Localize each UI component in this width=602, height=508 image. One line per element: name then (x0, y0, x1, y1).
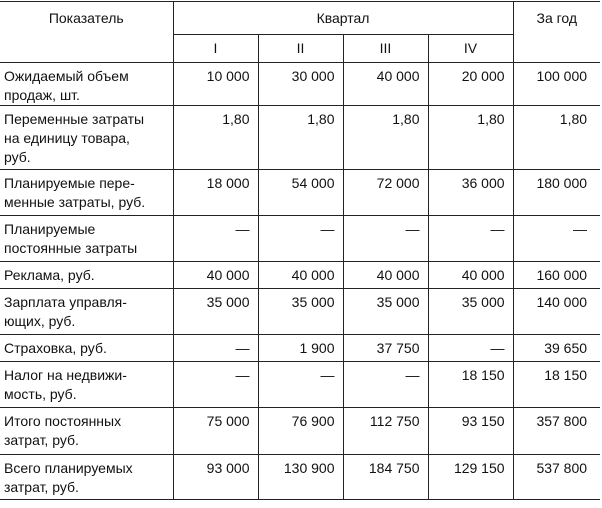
q1-value: — (173, 335, 258, 362)
row-label-line: затрат, руб. (4, 432, 79, 448)
row-label-line: Всего планируемых (4, 460, 133, 476)
q1-value: 35 000 (173, 289, 258, 335)
row-label-line: мость, руб. (4, 386, 77, 402)
table-row (0, 335, 600, 362)
table-row (0, 106, 600, 170)
year-value: 180 000 (536, 175, 588, 191)
header-quarter-3: III (343, 35, 428, 63)
row-label-line: менные затраты, руб. (4, 194, 146, 210)
year-value: 39 650 (544, 340, 588, 356)
table-row (0, 408, 600, 455)
row-label-line: Итого постоянных (4, 413, 122, 429)
q1-value: — (173, 216, 258, 262)
q4-value: — (428, 216, 513, 262)
row-label-line: Страховка, руб. (4, 340, 107, 356)
row-label (0, 362, 173, 408)
q3-value: 40 000 (343, 63, 428, 106)
q4-value: 93 150 (428, 408, 513, 455)
table-row (0, 63, 600, 106)
row-label (0, 335, 173, 362)
row-label-line: затрат, руб. (4, 479, 79, 495)
q4-value: 35 000 (428, 289, 513, 335)
q4-value: 129 150 (428, 455, 513, 500)
row-label (0, 170, 173, 216)
row-label-line: ющих, руб. (4, 313, 76, 329)
q2-value: 130 900 (258, 455, 343, 500)
row-label-line: Ожидаемый объем (4, 68, 129, 84)
year-value: 537 800 (536, 460, 588, 476)
header-row (0, 2, 600, 35)
q3-value: 112 750 (343, 408, 428, 455)
row-label-line: Планируемые (4, 221, 96, 237)
row-label (0, 289, 173, 335)
row-label-line: продаж, шт. (4, 87, 80, 103)
q1-value: 10 000 (173, 63, 258, 106)
header-year: За год (536, 10, 578, 26)
q4-value: 36 000 (428, 170, 513, 216)
row-label-line: руб. (4, 149, 31, 165)
year-value: 160 000 (536, 267, 588, 283)
row-label-line: Переменные затраты (4, 111, 145, 127)
table-row (0, 289, 600, 335)
row-label (0, 63, 173, 106)
year-value: — (573, 221, 588, 237)
row-label-line: Зарплата управля- (4, 294, 127, 310)
q1-value: 40 000 (173, 262, 258, 289)
year-value: 357 800 (536, 413, 588, 429)
q4-value: 1,80 (428, 106, 513, 170)
row-label (0, 262, 173, 289)
q1-value: 93 000 (173, 455, 258, 500)
row-label-line: на единицу товара, (4, 130, 130, 146)
row-label-line: Реклама, руб. (4, 267, 95, 283)
q2-value: 54 000 (258, 170, 343, 216)
q3-value: 40 000 (343, 262, 428, 289)
row-label-line: Планируемые пере- (4, 175, 135, 191)
row-label (0, 408, 173, 455)
q1-value: 1,80 (173, 106, 258, 170)
q1-value: 18 000 (173, 170, 258, 216)
q3-value: 1,80 (343, 106, 428, 170)
year-value: 140 000 (536, 294, 588, 310)
year-value: 1,80 (559, 111, 588, 127)
year-value: 18 150 (544, 367, 588, 383)
row-label-line: постоянные затраты (4, 240, 138, 256)
q4-value: 40 000 (428, 262, 513, 289)
budget-table (0, 1, 600, 500)
table-row (0, 170, 600, 216)
q4-value: — (428, 335, 513, 362)
q2-value: 1,80 (258, 106, 343, 170)
row-label (0, 455, 173, 500)
header-quarter-4: IV (428, 35, 513, 63)
table-row (0, 262, 600, 289)
table-row (0, 216, 600, 262)
row-label (0, 106, 173, 170)
q2-value: 1 900 (258, 335, 343, 362)
q3-value: 35 000 (343, 289, 428, 335)
q4-value: 20 000 (428, 63, 513, 106)
row-label-line: Налог на недвижи- (4, 367, 127, 383)
q3-value: 184 750 (343, 455, 428, 500)
year-value: 100 000 (536, 68, 588, 84)
q1-value: — (173, 362, 258, 408)
q2-value: — (258, 216, 343, 262)
q3-value: — (343, 216, 428, 262)
table-row (0, 455, 600, 500)
q3-value: 72 000 (343, 170, 428, 216)
q3-value: — (343, 362, 428, 408)
q2-value: — (258, 362, 343, 408)
header-quarter-1: I (173, 35, 258, 63)
header-quarter: Квартал (173, 2, 513, 35)
q2-value: 35 000 (258, 289, 343, 335)
header-quarter-2: II (258, 35, 343, 63)
q3-value: 37 750 (343, 335, 428, 362)
row-label (0, 216, 173, 262)
q2-value: 76 900 (258, 408, 343, 455)
q4-value: 18 150 (428, 362, 513, 408)
header-indicator: Показатель (0, 2, 173, 63)
q2-value: 40 000 (258, 262, 343, 289)
q1-value: 75 000 (173, 408, 258, 455)
q2-value: 30 000 (258, 63, 343, 106)
table-row (0, 362, 600, 408)
